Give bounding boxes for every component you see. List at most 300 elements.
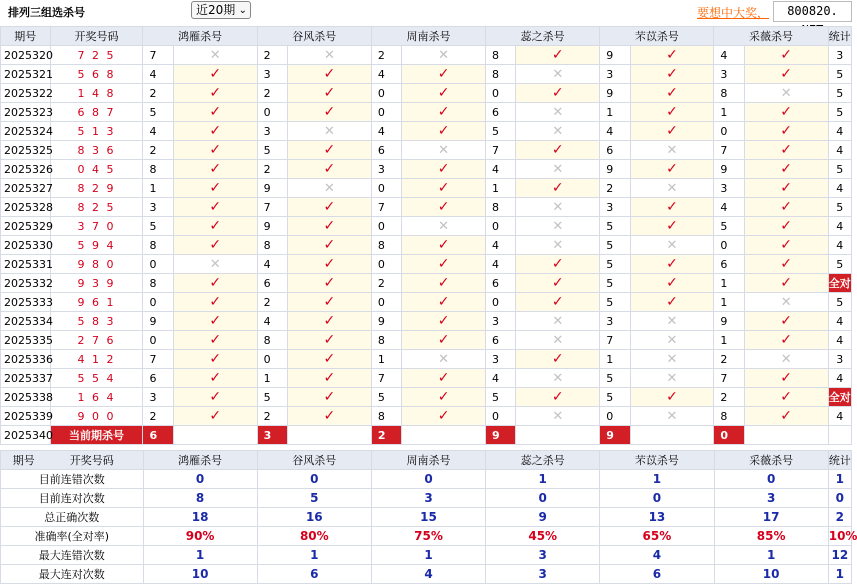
kill-number-cell: 5: [600, 274, 630, 293]
draw-cell: 1 4 8: [50, 84, 143, 103]
kill-number-cell: 0: [486, 84, 516, 103]
cross-icon: ✕: [287, 179, 371, 198]
summary-value: 12: [828, 546, 851, 565]
kill-number-cell: 5: [600, 388, 630, 407]
table-row: [1, 122, 852, 141]
period-cell: 2025339: [1, 407, 51, 426]
col-expert-1: 鸿雁杀号: [143, 27, 257, 46]
kill-number-cell: 1: [486, 179, 516, 198]
summary-value: 75%: [371, 527, 485, 546]
summary-row: [1, 470, 852, 489]
kill-number-cell: 3: [143, 388, 173, 407]
kill-number-cell: 7: [143, 46, 173, 65]
kill-number-cell: 8: [257, 331, 287, 350]
check-icon: ✓: [287, 388, 371, 407]
period-cell: 2025322: [1, 84, 51, 103]
summary-value: 10: [143, 565, 257, 584]
check-icon: ✓: [173, 331, 257, 350]
kill-number-cell: 5: [143, 217, 173, 236]
check-icon: ✓: [287, 141, 371, 160]
summary-value: 4: [371, 565, 485, 584]
kill-number-cell: 4: [600, 122, 630, 141]
check-icon: ✓: [287, 65, 371, 84]
kill-number-cell: 5: [143, 103, 173, 122]
period-cell: 2025323: [1, 103, 51, 122]
kill-number-cell: 6: [143, 369, 173, 388]
table-header-row: [1, 27, 852, 46]
current-label: 当前期杀号: [50, 426, 143, 445]
row-stat-cell: 5: [828, 293, 851, 312]
check-icon: ✓: [630, 388, 714, 407]
kill-number-cell: 4: [486, 236, 516, 255]
table-row: [1, 331, 852, 350]
draw-cell: 5 9 4: [50, 236, 143, 255]
kill-number-cell: 0: [600, 407, 630, 426]
kill-number-cell: 2: [371, 46, 401, 65]
row-stat-cell: 5: [828, 198, 851, 217]
summary-value: 80%: [257, 527, 371, 546]
cross-icon: ✕: [402, 217, 486, 236]
kill-number-cell: 7: [143, 350, 173, 369]
kill-number-cell: 3: [600, 312, 630, 331]
check-icon: ✓: [173, 274, 257, 293]
kill-number-cell: 0: [143, 293, 173, 312]
kill-number-cell: 3: [600, 198, 630, 217]
current-pick-1-spacer: [173, 426, 257, 445]
kill-number-cell: 5: [600, 369, 630, 388]
check-icon: ✓: [287, 369, 371, 388]
check-icon: ✓: [287, 84, 371, 103]
table-row: [1, 141, 852, 160]
check-icon: ✓: [173, 179, 257, 198]
kill-number-cell: 2: [143, 407, 173, 426]
summary-value: 16: [257, 508, 371, 527]
cross-icon: ✕: [287, 46, 371, 65]
period-cell: 2025321: [1, 65, 51, 84]
kill-number-cell: 4: [371, 65, 401, 84]
cross-icon: ✕: [630, 369, 714, 388]
period-cell: 2025320: [1, 46, 51, 65]
kill-number-cell: 5: [486, 122, 516, 141]
summary-value: 3: [486, 565, 600, 584]
kill-number-cell: 0: [486, 407, 516, 426]
table-row: [1, 160, 852, 179]
cross-icon: ✕: [402, 46, 486, 65]
kill-number-cell: 9: [257, 217, 287, 236]
check-icon: ✓: [744, 274, 828, 293]
check-icon: ✓: [516, 274, 600, 293]
table-row: [1, 274, 852, 293]
summary-label: 最大连对次数: [1, 565, 144, 584]
check-icon: ✓: [287, 407, 371, 426]
kill-number-cell: 9: [143, 312, 173, 331]
table-row: [1, 198, 852, 217]
current-pick-4: 9: [486, 426, 516, 445]
table-row: [1, 312, 852, 331]
check-icon: ✓: [173, 388, 257, 407]
summary-row: [1, 565, 852, 584]
summary-col-label: [1, 451, 144, 470]
check-icon: ✓: [402, 65, 486, 84]
row-stat-cell: 4: [828, 217, 851, 236]
period-cell: 2025336: [1, 350, 51, 369]
kill-number-cell: 6: [486, 274, 516, 293]
kill-number-cell: 0: [486, 293, 516, 312]
check-icon: ✓: [402, 198, 486, 217]
summary-value: 2: [828, 508, 851, 527]
summary-value: 13: [600, 508, 714, 527]
summary-value: 0: [486, 489, 600, 508]
table-row: [1, 217, 852, 236]
check-icon: ✓: [516, 255, 600, 274]
draw-cell: 8 3 6: [50, 141, 143, 160]
summary-value: 3: [486, 546, 600, 565]
draw-cell: 1 6 4: [50, 388, 143, 407]
current-pick-3-spacer: [402, 426, 486, 445]
kill-number-cell: 8: [371, 331, 401, 350]
col-stats: 统计: [828, 27, 851, 46]
summary-value: 5: [257, 489, 371, 508]
check-icon: ✓: [402, 293, 486, 312]
check-icon: ✓: [287, 331, 371, 350]
kill-number-cell: 3: [143, 198, 173, 217]
kill-number-cell: 1: [600, 350, 630, 369]
summary-col-draw: 开奖号码: [69, 454, 114, 467]
kill-number-cell: 1: [714, 293, 744, 312]
summary-value: 1: [143, 546, 257, 565]
summary-value: 1: [486, 470, 600, 489]
col-period: 期号: [1, 27, 51, 46]
check-icon: ✓: [402, 255, 486, 274]
summary-value: 85%: [714, 527, 828, 546]
summary-value: 1: [600, 470, 714, 489]
kill-number-cell: 7: [371, 198, 401, 217]
summary-value: 6: [600, 565, 714, 584]
summary-value: 8: [143, 489, 257, 508]
cross-icon: ✕: [516, 122, 600, 141]
draw-cell: 9 6 1: [50, 293, 143, 312]
cross-icon: ✕: [744, 84, 828, 103]
cross-icon: ✕: [173, 46, 257, 65]
col-expert-5: 芣苡杀号: [600, 27, 714, 46]
kill-number-cell: 8: [143, 160, 173, 179]
kill-number-cell: 3: [371, 160, 401, 179]
period-cell: 2025327: [1, 179, 51, 198]
summary-label: 目前连错次数: [1, 470, 144, 489]
check-icon: ✓: [287, 198, 371, 217]
draw-cell: 0 4 5: [50, 160, 143, 179]
period-cell: 2025324: [1, 122, 51, 141]
chevron-down-icon: ⌄: [238, 5, 247, 16]
kill-number-cell: 0: [371, 84, 401, 103]
summary-value: 15: [371, 508, 485, 527]
table-row: [1, 388, 852, 407]
kill-number-cell: 4: [143, 65, 173, 84]
summary-header-row: [1, 451, 852, 470]
kill-number-cell: 5: [600, 217, 630, 236]
summary-col-expert-6: 采薇杀号: [714, 451, 828, 470]
check-icon: ✓: [402, 179, 486, 198]
check-icon: ✓: [402, 84, 486, 103]
period-select[interactable]: [191, 1, 251, 19]
check-icon: ✓: [744, 236, 828, 255]
draw-cell: 8 2 9: [50, 179, 143, 198]
cross-icon: ✕: [630, 407, 714, 426]
kill-number-cell: 2: [143, 84, 173, 103]
cross-icon: ✕: [516, 312, 600, 331]
check-icon: ✓: [744, 122, 828, 141]
summary-value: 1: [828, 565, 851, 584]
kill-number-cell: 0: [714, 236, 744, 255]
kill-number-cell: 8: [714, 407, 744, 426]
summary-col-expert-1: 鸿雁杀号: [143, 451, 257, 470]
kill-number-cell: 7: [486, 141, 516, 160]
kill-number-cell: 2: [714, 388, 744, 407]
check-icon: ✓: [173, 350, 257, 369]
cross-icon: ✕: [630, 312, 714, 331]
table-row: [1, 84, 852, 103]
current-pick-5: 9: [600, 426, 630, 445]
draw-cell: 7 2 5: [50, 46, 143, 65]
kill-number-cell: 4: [714, 46, 744, 65]
check-icon: ✓: [173, 236, 257, 255]
summary-col-expert-5: 芣苡杀号: [600, 451, 714, 470]
check-icon: ✓: [516, 141, 600, 160]
kill-number-cell: 6: [486, 331, 516, 350]
check-icon: ✓: [173, 160, 257, 179]
kill-number-cell: 6: [486, 103, 516, 122]
check-icon: ✓: [173, 217, 257, 236]
kill-number-cell: 4: [257, 255, 287, 274]
row-stat-cell: 5: [828, 65, 851, 84]
check-icon: ✓: [287, 274, 371, 293]
table-row: [1, 350, 852, 369]
check-icon: ✓: [402, 312, 486, 331]
kill-number-cell: 0: [371, 255, 401, 274]
cross-icon: ✕: [173, 255, 257, 274]
current-pick-5-spacer: [630, 426, 714, 445]
kill-number-cell: 7: [714, 141, 744, 160]
cross-icon: ✕: [516, 65, 600, 84]
cross-icon: ✕: [516, 407, 600, 426]
check-icon: ✓: [287, 103, 371, 122]
kill-number-cell: 6: [371, 141, 401, 160]
current-stat: [828, 426, 851, 445]
draw-cell: 4 1 2: [50, 350, 143, 369]
cross-icon: ✕: [516, 217, 600, 236]
kill-number-cell: 8: [486, 198, 516, 217]
kill-number-cell: 8: [371, 236, 401, 255]
cross-icon: ✕: [630, 350, 714, 369]
period-cell: 2025328: [1, 198, 51, 217]
row-stat-cell: 5: [828, 103, 851, 122]
check-icon: ✓: [744, 407, 828, 426]
summary-label: 目前连对次数: [1, 489, 144, 508]
summary-value: 4: [600, 546, 714, 565]
table-row: [1, 369, 852, 388]
kill-number-cell: 3: [486, 350, 516, 369]
kill-number-cell: 5: [600, 255, 630, 274]
check-icon: ✓: [173, 293, 257, 312]
kill-number-cell: 0: [257, 103, 287, 122]
summary-value: 10: [714, 565, 828, 584]
current-pick-2-spacer: [287, 426, 371, 445]
kill-number-cell: 4: [257, 312, 287, 331]
row-stat-cell: 3: [828, 350, 851, 369]
current-row: [1, 426, 852, 445]
current-pick-6: 0: [714, 426, 744, 445]
table-row: [1, 255, 852, 274]
check-icon: ✓: [402, 369, 486, 388]
current-pick-1: 6: [143, 426, 173, 445]
kill-number-cell: 6: [714, 255, 744, 274]
kill-number-cell: 9: [714, 160, 744, 179]
summary-col-expert-3: 周南杀号: [371, 451, 485, 470]
current-pick-6-spacer: [744, 426, 828, 445]
cross-icon: ✕: [630, 331, 714, 350]
check-icon: ✓: [630, 122, 714, 141]
cross-icon: ✕: [744, 293, 828, 312]
kill-number-cell: 8: [486, 65, 516, 84]
cross-icon: ✕: [516, 103, 600, 122]
col-expert-6: 采薇杀号: [714, 27, 828, 46]
summary-row: [1, 489, 852, 508]
kill-number-cell: 9: [600, 160, 630, 179]
period-cell: 2025326: [1, 160, 51, 179]
check-icon: ✓: [173, 65, 257, 84]
check-icon: ✓: [630, 65, 714, 84]
draw-cell: 2 7 6: [50, 331, 143, 350]
summary-value: 10%: [828, 527, 851, 546]
row-stat-cell: 4: [828, 369, 851, 388]
kill-number-cell: 6: [257, 274, 287, 293]
site-badge[interactable]: 800820.: [773, 1, 852, 22]
kill-number-cell: 1: [714, 274, 744, 293]
current-pick-3: 2: [371, 426, 401, 445]
summary-value: 0: [143, 470, 257, 489]
table-row: [1, 407, 852, 426]
kill-number-cell: 0: [371, 103, 401, 122]
period-cell: 2025331: [1, 255, 51, 274]
kill-number-cell: 8: [143, 274, 173, 293]
check-icon: ✓: [630, 46, 714, 65]
check-icon: ✓: [173, 369, 257, 388]
check-icon: ✓: [173, 122, 257, 141]
period-cell: 2025335: [1, 331, 51, 350]
row-stat-cell: 4: [828, 236, 851, 255]
draw-cell: 8 2 5: [50, 198, 143, 217]
summary-value: 1: [828, 470, 851, 489]
draw-cell: 5 8 3: [50, 312, 143, 331]
row-stat-cell: 5: [828, 160, 851, 179]
cross-icon: ✕: [287, 122, 371, 141]
cross-icon: ✕: [630, 179, 714, 198]
check-icon: ✓: [287, 293, 371, 312]
kill-number-cell: 7: [600, 331, 630, 350]
draw-cell: 3 7 0: [50, 217, 143, 236]
check-icon: ✓: [744, 369, 828, 388]
page-title: 排列三组选杀号: [8, 6, 85, 19]
check-icon: ✓: [630, 255, 714, 274]
kill-number-cell: 5: [600, 236, 630, 255]
check-icon: ✓: [287, 255, 371, 274]
kill-number-cell: 8: [371, 407, 401, 426]
kill-number-cell: 5: [600, 293, 630, 312]
row-stat-cell: 5: [828, 84, 851, 103]
kill-number-cell: 5: [257, 388, 287, 407]
kill-number-cell: 1: [257, 369, 287, 388]
kill-number-cell: 5: [257, 141, 287, 160]
check-icon: ✓: [287, 217, 371, 236]
check-icon: ✓: [516, 293, 600, 312]
kill-number-cell: 0: [143, 255, 173, 274]
cross-icon: ✕: [402, 141, 486, 160]
kill-number-cell: 9: [714, 312, 744, 331]
period-cell: 2025333: [1, 293, 51, 312]
kill-number-cell: 9: [371, 312, 401, 331]
table-row: [1, 65, 852, 84]
kill-number-cell: 3: [257, 122, 287, 141]
check-icon: ✓: [173, 103, 257, 122]
row-stat-cell: 4: [828, 122, 851, 141]
cross-icon: ✕: [516, 160, 600, 179]
check-icon: ✓: [516, 179, 600, 198]
kill-number-cell: 5: [371, 388, 401, 407]
cross-icon: ✕: [516, 198, 600, 217]
summary-value: 1: [257, 546, 371, 565]
row-stat-cell: 4: [828, 331, 851, 350]
kill-number-cell: 3: [714, 65, 744, 84]
summary-value: 65%: [600, 527, 714, 546]
kill-number-cell: 2: [257, 160, 287, 179]
col-expert-2: 谷风杀号: [257, 27, 371, 46]
row-stat-cell: 4: [828, 141, 851, 160]
summary-col-period: 期号: [12, 454, 35, 467]
table-row: [1, 179, 852, 198]
kill-number-cell: 8: [257, 236, 287, 255]
period-select-value: 近20期: [196, 3, 236, 17]
summary-value: 17: [714, 508, 828, 527]
summary-value: 1: [371, 546, 485, 565]
check-icon: ✓: [287, 236, 371, 255]
kill-number-cell: 2: [257, 46, 287, 65]
summary-value: 0: [600, 489, 714, 508]
promo-link[interactable]: 要想中大奖，: [697, 6, 770, 20]
table-row: [1, 293, 852, 312]
kill-number-cell: 2: [143, 141, 173, 160]
check-icon: ✓: [630, 198, 714, 217]
kill-number-cell: 9: [600, 84, 630, 103]
kill-number-cell: 5: [714, 217, 744, 236]
kill-number-cell: 4: [486, 160, 516, 179]
check-icon: ✓: [402, 274, 486, 293]
kill-number-cell: 0: [371, 179, 401, 198]
top-bar: [0, 0, 852, 24]
check-icon: ✓: [173, 312, 257, 331]
check-icon: ✓: [744, 65, 828, 84]
check-icon: ✓: [630, 293, 714, 312]
summary-value: 9: [486, 508, 600, 527]
summary-row: [1, 527, 852, 546]
check-icon: ✓: [402, 331, 486, 350]
period-cell: 2025325: [1, 141, 51, 160]
table-row: [1, 46, 852, 65]
draw-cell: 5 1 3: [50, 122, 143, 141]
kill-number-cell: 9: [257, 179, 287, 198]
summary-value: 3: [714, 489, 828, 508]
period-cell: 2025332: [1, 274, 51, 293]
draw-cell: 9 3 9: [50, 274, 143, 293]
